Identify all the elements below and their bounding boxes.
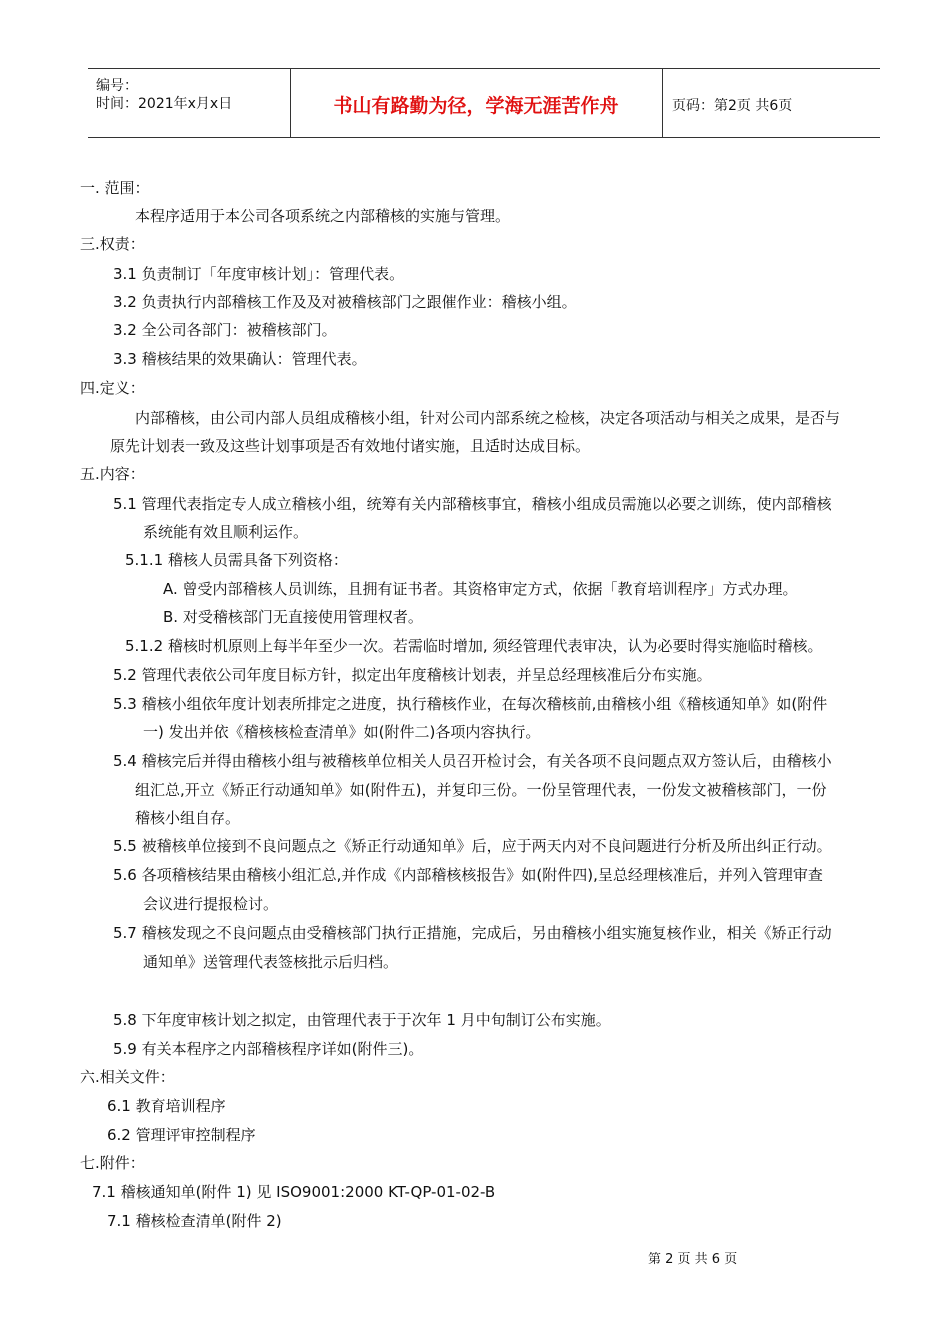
list-item: 6.1 教育培训程序 [107,1097,226,1115]
list-item: 5.7 稽核发现之不良问题点由受稽核部门执行正措施，完成后，另由稽核小组实施复核作业，相关《矫正行动 [113,924,832,942]
section-heading-responsibility: 三.权责： [80,235,145,253]
list-item: 5.4 稽核完后并得由稽核小组与被稽核单位相关人员召开检讨会，有关各项不良问题点双方签认后，由稽核小 [113,752,832,770]
list-item: 6.2 管理评审控制程序 [107,1126,256,1144]
header-motto-cell [290,69,663,137]
header-motto: 书山有路勤为径，学海无涯苦作舟 [333,95,619,117]
list-item: A. 曾受内部稽核人员训练，且拥有证书者。其资格审定方式，依据「教育培训程序」方式办理。 [163,580,798,598]
document-date: 时间：2021年x月x日 [96,96,233,112]
list-item-continuation: 会议进行提报检讨。 [143,895,279,913]
list-item: 5.1.2 稽核时机原则上每半年至少一次。若需临时增加, 须经管理代表审决，认为必要时得实施临时稽核。 [125,637,823,655]
document-header-table [88,68,880,138]
list-item: 3.2 全公司各部门：被稽核部门。 [113,321,337,339]
paragraph: 原先计划表一致及这些计划事项是否有效地付诸实施，且适时达成目标。 [110,437,591,455]
list-item: 3.3 稽核结果的效果确认：管理代表。 [113,350,367,368]
list-item: 3.1 负责制订「年度审核计划」：管理代表。 [113,265,405,283]
list-item-continuation: 系统能有效且顺利运作。 [143,523,309,541]
list-item: 5.5 被稽核单位接到不良问题点之《矫正行动通知单》后，应于两天内对不良问题进行分析及所出纠正行动。 [113,837,832,855]
page-number: 页码：第2页 共6页 [672,98,793,114]
section-heading-attachments: 七.附件： [80,1154,145,1172]
list-item: 5.1.1 稽核人员需具备下列资格： [125,551,348,569]
list-item: 7.1 稽核通知单(附件 1) 见 ISO9001:2000 KT-QP-01-02-B [92,1183,496,1201]
section-heading-related-documents: 六.相关文件： [80,1068,175,1086]
section-heading-definition: 四.定义： [80,379,145,397]
list-item-continuation: 组汇总,开立《矫正行动通知单》如(附件五)，并复印三份。一份呈管理代表，一份发文被稽核部门，一份 [135,781,827,799]
section-heading-scope: 一. 范围： [80,179,150,197]
paragraph: 内部稽核，由公司内部人员组成稽核小组，针对公司内部系统之检核，决定各项活动与相关之成果，是否与 [135,409,841,427]
list-item: 7.1 稽核检查清单(附件 2) [107,1212,282,1230]
list-item: 5.8 下年度审核计划之拟定，由管理代表于于次年 1 月中旬制订公布实施。 [113,1011,611,1029]
document-number-label: 编号： [96,78,138,94]
list-item: 5.1 管理代表指定专人成立稽核小组，统筹有关内部稽核事宜，稽核小组成员需施以必要之训练，使内部稽核 [113,495,832,513]
section-heading-content: 五.内容： [80,465,145,483]
paragraph: 本程序适用于本公司各项系统之内部稽核的实施与管理。 [135,207,511,225]
header-info-cell [88,69,291,137]
list-item: 5.2 管理代表依公司年度目标方针，拟定出年度稽核计划表，并呈总经理核准后分布实施。 [113,666,712,684]
header-page-cell [662,69,880,137]
list-item-continuation: 通知单》送管理代表签核批示后归档。 [143,953,399,971]
list-item: B. 对受稽核部门无直接使用管理权者。 [163,608,423,626]
list-item-continuation: 稽核小组自存。 [135,809,241,827]
list-item: 3.2 负责执行内部稽核工作及及对被稽核部门之跟催作业：稽核小组。 [113,293,577,311]
list-item-continuation: 一) 发出并依《稽核核检查清单》如(附件二)各项内容执行。 [143,723,541,741]
list-item: 5.3 稽核小组依年度计划表所排定之进度，执行稽核作业，在每次稽核前,由稽核小组《稽核通知单》如(附件 [113,695,828,713]
page-footer: 第 2 页 共 6 页 [648,1252,738,1267]
list-item: 5.9 有关本程序之内部稽核程序详如(附件三)。 [113,1040,424,1058]
list-item: 5.6 各项稽核结果由稽核小组汇总,并作成《内部稽核核报告》如(附件四),呈总经理核准后，并列入管理审查 [113,866,823,884]
